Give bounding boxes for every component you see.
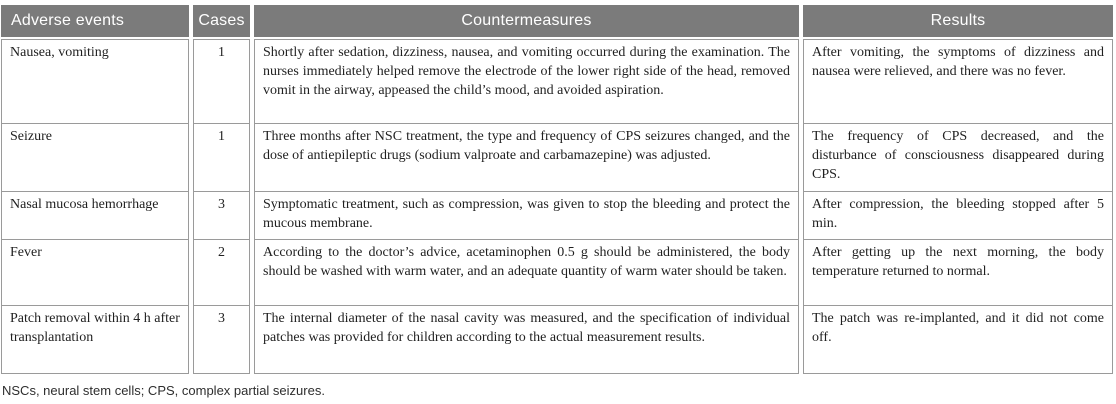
cell-results: After getting up the next morning, the body temperature returned to normal. [803, 240, 1113, 306]
cell-results: The frequency of CPS decreased, and the disturbance of consciousness disappeared during CPS. [803, 124, 1113, 192]
column-header-cases: Cases [193, 5, 250, 37]
column-header-results: Results [803, 5, 1113, 37]
cell-countermeasures: Shortly after sedation, dizziness, nausea, and vomiting occurred during the examination. The nurses immediately helped remove the electrode of the lower right side of the head, removed vomit in the airway, appeased the child’s mood, and avoided aspiration. [254, 39, 799, 124]
cell-countermeasures: The internal diameter of the nasal cavity was measured, and the specification of individual patches was provided for children according to the actual measurement results. [254, 306, 799, 374]
cell-countermeasures: According to the doctor’s advice, acetaminophen 0.5 g should be administered, the body should be washed with warm water, and an adequate quantity of warm water should be taken. [254, 240, 799, 306]
cell-adverse-event: Patch removal within 4 h after transplantation [1, 306, 189, 374]
cell-results: After vomiting, the symptoms of dizziness and nausea were relieved, and there was no fever. [803, 39, 1113, 124]
column-header-countermeasures: Countermeasures [254, 5, 799, 37]
table-footnote: NSCs, neural stem cells; CPS, complex partial seizures. [2, 383, 325, 398]
cell-results: After compression, the bleeding stopped after 5 min. [803, 192, 1113, 240]
cell-adverse-event: Seizure [1, 124, 189, 192]
cell-cases: 1 [193, 124, 250, 192]
cell-cases: 3 [193, 306, 250, 374]
column-header-adverse-events: Adverse events [1, 5, 189, 37]
cell-adverse-event: Fever [1, 240, 189, 306]
cell-results: The patch was re-implanted, and it did not come off. [803, 306, 1113, 374]
cell-adverse-event: Nausea, vomiting [1, 39, 189, 124]
cell-cases: 3 [193, 192, 250, 240]
cell-cases: 2 [193, 240, 250, 306]
cell-cases: 1 [193, 39, 250, 124]
cell-countermeasures: Symptomatic treatment, such as compression, was given to stop the bleeding and protect the mucous membrane. [254, 192, 799, 240]
cell-adverse-event: Nasal mucosa hemorrhage [1, 192, 189, 240]
adverse-events-table [1, 5, 1113, 374]
cell-countermeasures: Three months after NSC treatment, the type and frequency of CPS seizures changed, and the dose of antiepileptic drugs (sodium valproate and carbamazepine) was adjusted. [254, 124, 799, 192]
